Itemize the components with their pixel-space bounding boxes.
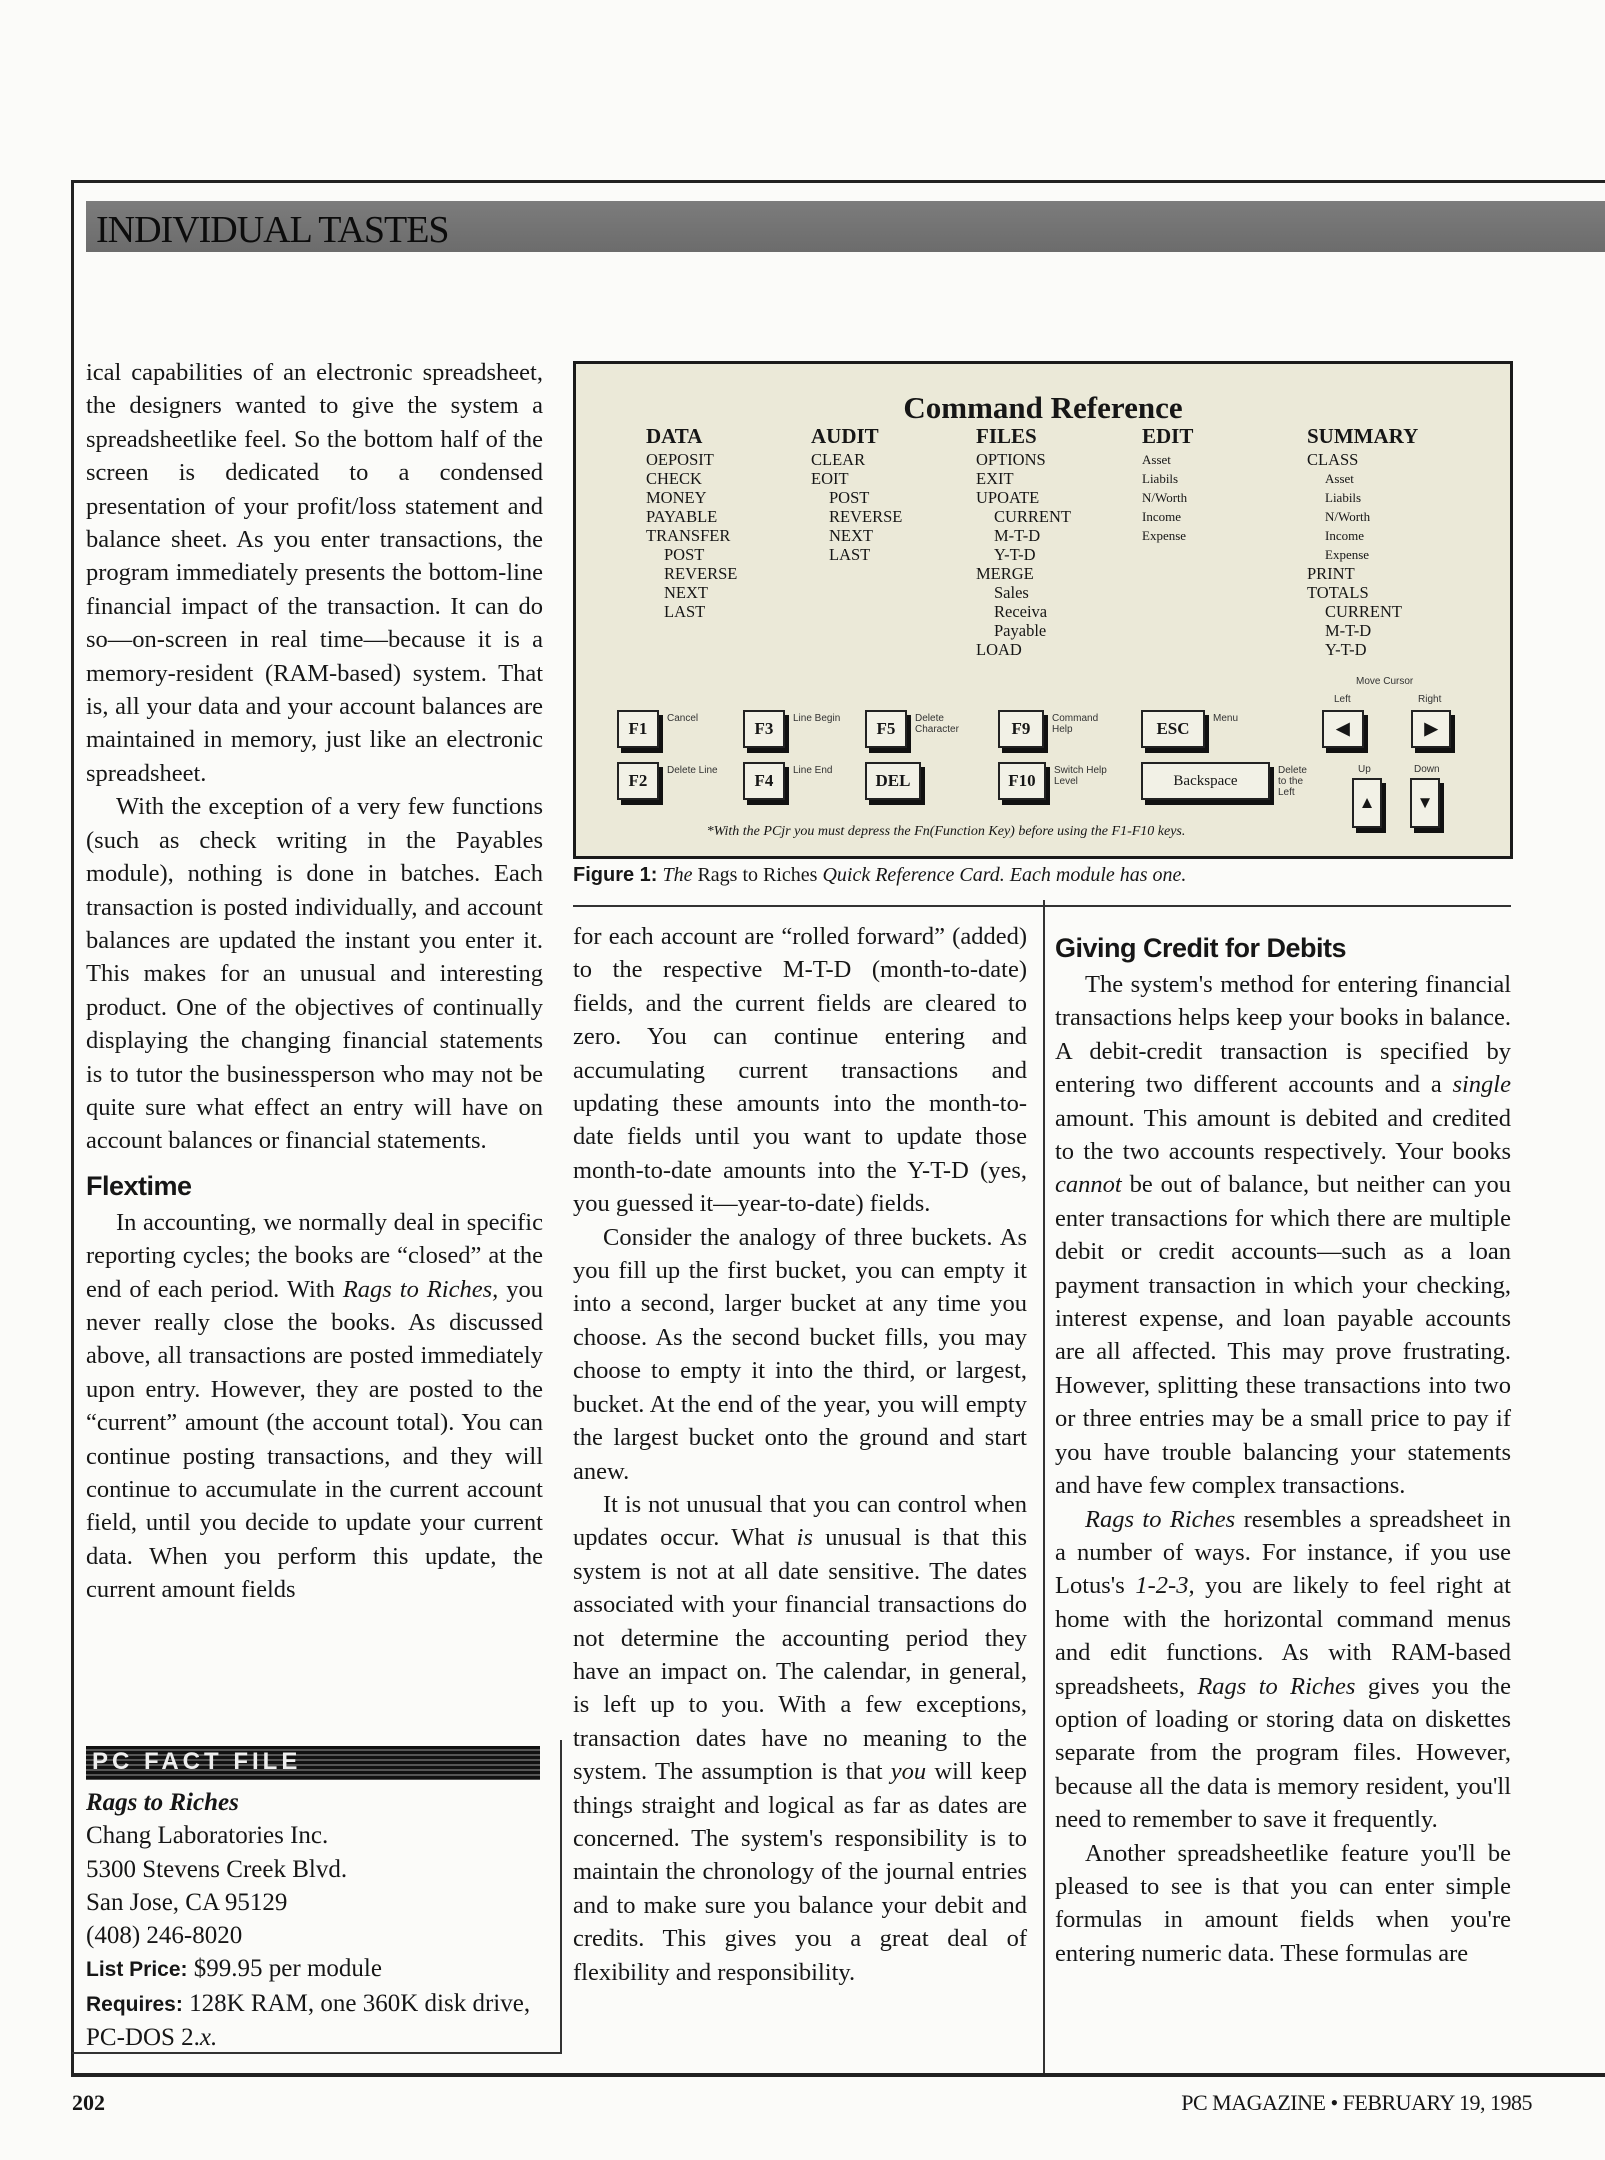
text-segment: 1-2-3, [1135,1572,1195,1600]
figure-command-item: Y-T-D [994,545,1036,564]
figure-command-item: Payable [994,621,1047,640]
text-segment: With the exception of a very few functions (such as check writing in the Payables module), nothing is done in batches. Each transaction is posted individually, and account balances are updated the instant you enter it. This makes for an unusual and interesting product. One of the objectives of continually displaying the changing financial statements is to tutor the businessperson who may not be quite sure what effect an entry will have on account balances or financial statements. [86,793,543,1155]
frame-top-rule [72,180,1605,183]
fact-file-box [72,1740,562,2054]
left-arrow-key: ◀ [1322,710,1364,748]
requires-label: Requires: [86,1992,183,2016]
key-del: DEL [865,762,921,800]
figure-command-item: Expense [1142,528,1187,543]
text-segment: you [890,1758,927,1786]
key-description: Command Help [1052,713,1099,735]
text-segment: The system's method for entering financial transactions helps keep your books in balance. A debit-credit transaction is specified by entering two different accounts and a [1055,971,1511,1099]
column-2 [573,920,1027,1989]
paragraph [86,790,543,1157]
text-segment: Rags to Riches [1085,1505,1236,1533]
figure-column-heading: SUMMARY [1307,424,1419,448]
text-segment: single [1452,1071,1511,1099]
key-f5: F5 [865,710,907,748]
figure-command-item: NEXT [664,583,708,602]
paragraph [1055,968,1511,1503]
price-label: List Price: [86,1958,188,1982]
text-segment: you are likely to feel right at home with the horizontal command menus and edit functions. As with RAM-based spreadsheets, [1055,1572,1511,1700]
figure-command-item: Asset [1142,452,1171,467]
figure-command-item: CURRENT [994,507,1072,526]
figure-command-item: Liabils [1142,471,1179,486]
key-description: Line End [793,765,833,776]
key-f3: F3 [743,710,785,748]
text-segment: It is not unusual that you can control when updates occur. What [573,1490,1027,1552]
frame-bottom-rule [71,2073,1605,2077]
figure-command-item: Sales [994,583,1029,602]
figure-command-item: Liabils [1325,490,1362,505]
column-3 [1055,920,1511,1970]
figure-command-item: OEPOSIT [646,450,714,469]
figure-column-heading: AUDIT [811,424,879,448]
figure-title: Command Reference [903,390,1183,425]
paragraph [86,356,543,790]
figure-command-item: LAST [664,602,706,621]
key-description: Cancel [667,713,699,724]
figure-command-item: CURRENT [1325,602,1403,621]
requirements-version: x. [199,2024,218,2052]
key-f2: F2 [617,762,659,800]
text-segment: resembles a spreadsheet in a number of ways. For instance, if you use Lotus's [1055,1505,1511,1600]
figure-command-item: M-T-D [994,526,1041,545]
key-f10: F10 [998,762,1046,800]
command-reference-figure [573,361,1513,859]
figure-column-heading: DATA [646,424,703,448]
cursor-right-label: Right [1418,694,1442,705]
text-segment: Another spreadsheetlike feature you'll be pleased to see is that you can enter simple formulas in amount fields when you're entering numeric data. These formulas are [1055,1839,1511,1967]
figure-command-item: MERGE [976,564,1034,583]
figure-command-item: TRANSFER [646,526,731,545]
paragraph [573,920,1027,1221]
figure-rule [573,905,1511,907]
section-banner [86,201,1605,252]
text-segment: for each account are “rolled forward” (added) to the respective M-T-D (month-to-date) fields, and the current fields are cleared to zero. You can continue entering and accumulating current transactions and updating these amounts into the month-to-date fields until you want to update those month-to-date amounts into the Y-T-D (yes, you guessed it—year-to-date) fields. [573,923,1027,1218]
phone: (408) 246-8020 [86,1922,243,1950]
column-1 [86,356,543,1607]
figure-command-item: UPOATE [976,488,1040,507]
key-description: Switch Help Level [1054,765,1107,787]
page-number: 202 [72,2090,105,2115]
figure-caption [573,864,1186,887]
figure-command-item: LOAD [976,640,1022,659]
cursor-down-label: Down [1414,764,1440,775]
figure-command-item: Income [1325,528,1364,543]
text-segment: is [796,1524,813,1552]
company: Chang Laboratories Inc. [86,1822,329,1850]
text-segment: gives you the option of loading or storing data on diskettes separate from the program files. However, because all the data is memory resident, you'll need to remember to save it frequently. [1055,1672,1511,1834]
figure-command-item: TOTALS [1307,583,1369,602]
figure-command-item: OPTIONS [976,450,1046,469]
text-segment: In accounting, we normally deal in specific reporting cycles; the books are “closed” at the end of each period. With [86,1208,543,1303]
figure-command-item: Y-T-D [1325,640,1367,659]
paragraph [1055,1503,1511,1837]
move-cursor-label: Move Cursor [1356,676,1414,687]
down-arrow-key: ▼ [1410,778,1440,828]
figure-command-item: CLASS [1307,450,1359,469]
text-segment: ical capabilities of an electronic spreadsheet, the designers wanted to give the system a spreadsheetlike feel. So the bottom half of the screen is dedicated to a condensed presentation of your profit/loss statement and balance sheet. As you enter transactions, the program immediately presents the bottom-line financial impact of the transaction. It can do so—on-screen in real time—because it is a memory-resident (RAM-based) system. That is, all your data and your account balances are maintained in memory, just like an electronic spreadsheet. [86,359,543,787]
text-segment: you never really close the books. As discussed above, all transactions are posted immediately upon entry. However, they are posted to the “current” amount (the account total). You can continue posting transactions, and they will continue to accumulate in the current account field, until you decide to update your current data. When you perform this update, the current amount fields [86,1275,544,1604]
masthead: PC MAGAZINE • FEBRUARY 19, 1985 [1181,2090,1532,2115]
figure-command-item: N/Worth [1325,509,1371,524]
figure-footnote: *With the PCjr you must depress the Fn(Function Key) before using the F1-F10 keys. [706,824,1186,839]
caption-part: Rags to Riches [697,864,818,886]
cursor-up-label: Up [1358,764,1371,775]
key-backspace: Backspace [1141,762,1270,800]
figure-column-heading: FILES [976,424,1037,448]
figure-command-item: N/Worth [1142,490,1188,505]
figure-column-heading: EDIT [1142,424,1194,448]
figure-command-item: PRINT [1307,564,1355,583]
caption-label: Figure 1: [573,864,658,886]
text-segment: unusual is that this system is not at all date sensitive. The dates associated with your financial transactions do not determine the accounting period they have an impact on. The calendar, in general, is left up to you. With a few exceptions, transaction dates have no meaning to the system. The assumption is that [573,1524,1027,1786]
text-segment: Consider the analogy of three buckets. As you fill up the first bucket, you can empty it into a second, larger bucket at any time you choose. As the second bucket fills, you may choose to empty it into the third, or largest, bucket. At the end of the year, you will empty the largest bucket onto the ground and start anew. [573,1223,1027,1485]
figure-command-item: NEXT [829,526,873,545]
caption-part: The [662,864,693,886]
paragraph [86,1206,543,1607]
key-f4: F4 [743,762,785,800]
key-description: Delete Character [915,713,959,735]
text-segment: will keep things straight and logical as far as dates are concerned. The system's responsibility is to maintain the chronology of the journal entries and to make sure you balance your debit and credits. This gives you a great deal of flexibility and responsibility. [573,1758,1027,1986]
key-f1: F1 [617,710,659,748]
figure-command-item: Receiva [994,602,1048,621]
requirements: 128K RAM, one 360K disk drive, PC-DOS 2. [86,1989,531,2052]
paragraph [573,1488,1027,1989]
section-heading: Giving Credit for Debits [1055,933,1347,963]
figure-command-item: MONEY [646,488,707,507]
fact-file-banner [86,1746,540,1780]
address-line-1: 5300 Stevens Creek Blvd. [86,1855,348,1883]
figure-command-item: EXIT [976,469,1014,488]
figure-command-item: REVERSE [829,507,903,526]
text-segment: amount. This amount is debited and credited to the two accounts respectively. Your books [1055,1104,1511,1166]
up-arrow-key: ▲ [1352,778,1382,828]
figure-command-item: CLEAR [811,450,866,469]
caption-part: Quick Reference Card. Each module has one. [822,864,1187,886]
figure-command-item: PAYABLE [646,507,718,526]
section-title: INDIVIDUAL TASTES [96,209,449,251]
key-description: Menu [1213,713,1239,724]
figure-command-item: LAST [829,545,871,564]
right-arrow-key: ▶ [1411,710,1451,748]
figure-command-item: Income [1142,509,1181,524]
section-heading: Flextime [86,1170,192,1201]
address-line-2: San Jose, CA 95129 [86,1888,288,1916]
column-divider [1043,900,1045,2073]
figure-command-item: REVERSE [664,564,738,583]
paragraph [573,1221,1027,1488]
cursor-left-label: Left [1334,694,1351,705]
figure-command-item: POST [829,488,870,507]
product-name: Rags to Riches [86,1789,239,1816]
figure-command-item: Asset [1325,471,1354,486]
key-description: Line Begin [793,713,841,724]
key-f9: F9 [998,710,1044,748]
figure-command-item: M-T-D [1325,621,1372,640]
fact-file-body [86,1786,546,2054]
key-esc: ESC [1141,710,1205,748]
text-segment: Rags to Riches [1197,1672,1356,1700]
text-segment: cannot [1055,1171,1122,1199]
price: $99.95 per module [193,1955,382,1983]
figure-command-item: POST [664,545,705,564]
figure-command-item: Expense [1325,547,1370,562]
figure-command-item: EOIT [811,469,849,488]
text-segment: be out of balance, but neither can you enter transactions for which there are multiple debit or credit accounts—such as a loan payment transaction in which your checking, interest expense, and loan payable accounts are all affected. This may prove frustrating. However, splitting these transactions into two or three entries may be a small price to pay if you have trouble balancing your statements and have few complex transactions. [1055,1171,1511,1500]
fact-file-banner-text: PC FACT FILE [92,1748,302,1775]
key-description: Delete Line [667,765,718,776]
key-description: Delete to the Left [1278,765,1307,798]
text-segment: Rags to Riches, [342,1275,499,1303]
paragraph [1055,1837,1511,1971]
figure-command-item: CHECK [646,469,702,488]
